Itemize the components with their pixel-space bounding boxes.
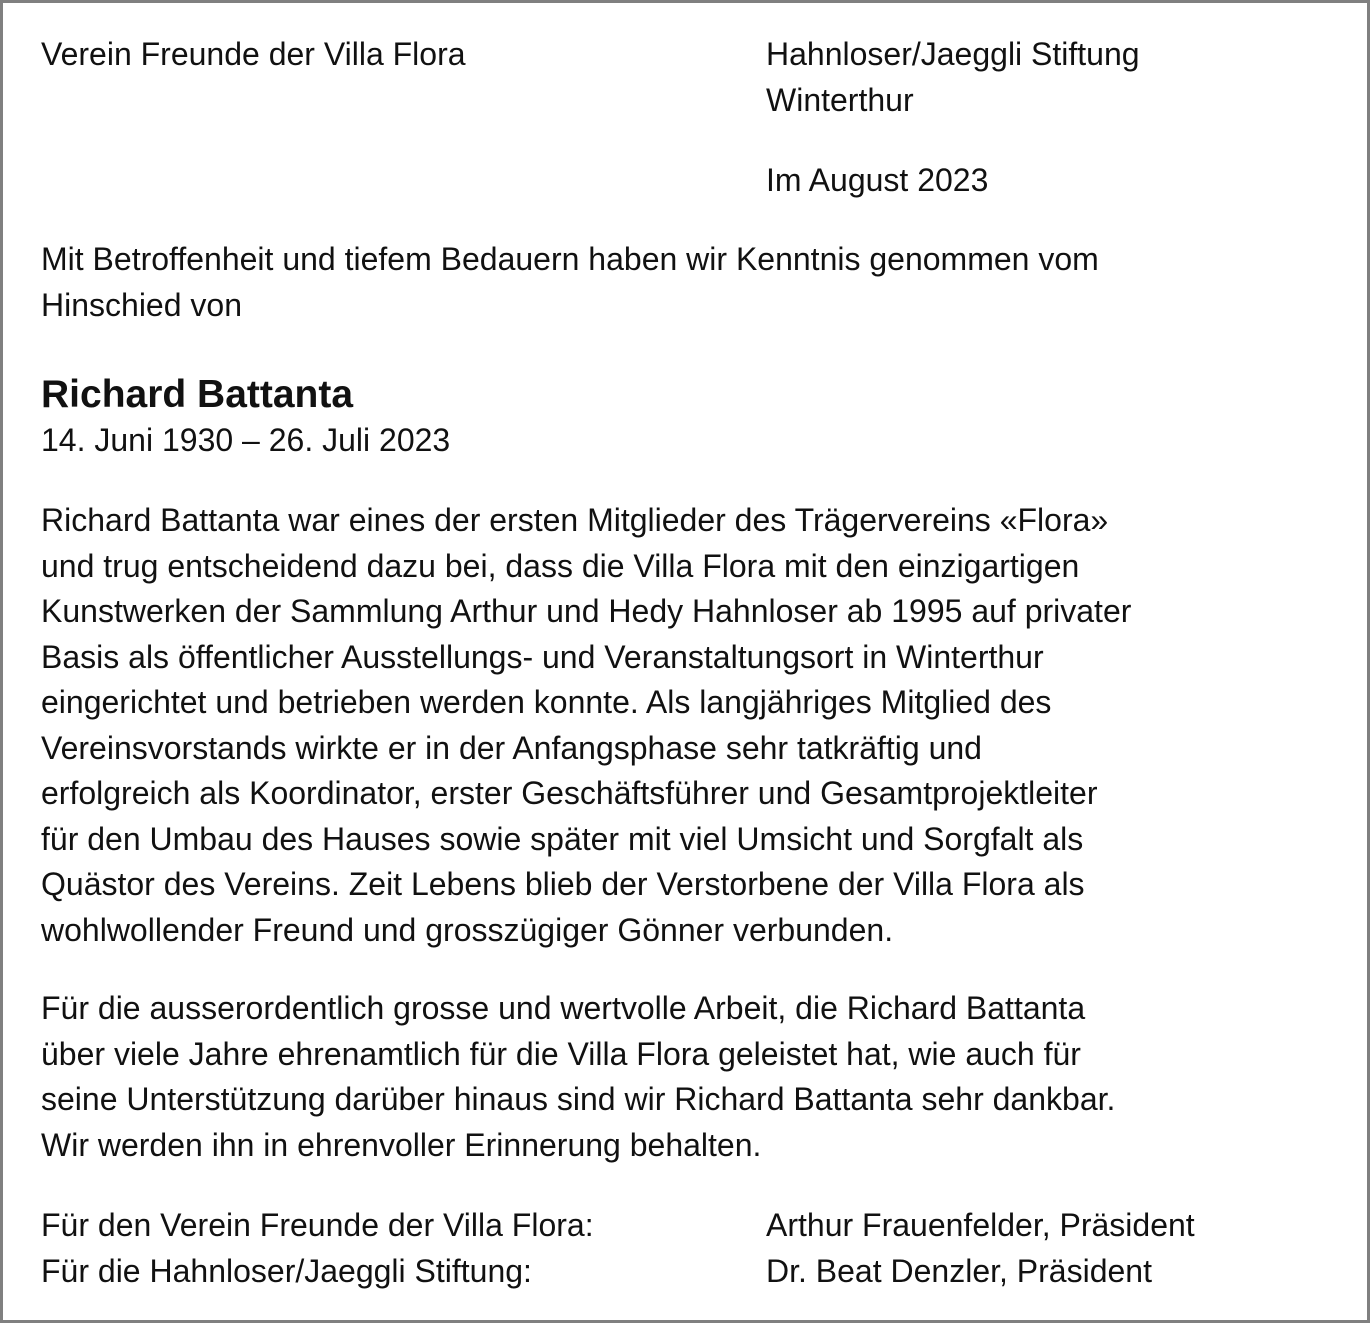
text-line: Vereinsvorstands wirkte er in der Anfangsphase sehr tatkräftig und [41,729,982,766]
text-line: Basis als öffentlicher Ausstellungs- und Veranstaltungsort in Winterthur [41,638,1044,675]
text-line: erfolgreich als Koordinator, erster Geschäftsführer und Gesamtprojektleiter [41,775,1098,811]
signature-orgs [41,1203,594,1294]
text-line: seine Unterstützung darüber hinaus sind wir Richard Battanta sehr dankbar. [41,1081,1116,1117]
deceased-name: Richard Battanta [41,373,354,416]
notice-date: Im August 2023 [766,162,989,198]
text-line: Wir werden ihn in ehrenvoller Erinnerung behalten. [41,1126,762,1163]
signature-org: Für den Verein Freunde der Villa Flora: [41,1207,594,1243]
deceased-dates: 14. Juni 1930 – 26. Juli 2023 [41,422,451,458]
intro-paragraph [41,237,1099,328]
body-paragraph [41,498,1131,953]
signature-person: Dr. Beat Denzler, Präsident [766,1252,1152,1289]
sender-left: Verein Freunde der Villa Flora [41,36,466,72]
signature-persons [766,1203,1195,1294]
text-line: Richard Battanta war eines der ersten Mitglieder des Trägervereins «Flora» [41,502,1109,538]
text-line: über viele Jahre ehrenamtlich für die Villa Flora geleistet hat, wie auch für [41,1035,1081,1072]
signature-org: Für die Hahnloser/Jaeggli Stiftung: [41,1252,532,1289]
text-line: für den Umbau des Hauses sowie später mit viel Umsicht und Sorgfalt als [41,820,1084,857]
text-line: eingerichtet und betrieben werden konnte. Als langjähriges Mitglied des [41,684,1052,720]
text-line: Hinschied von [41,286,242,323]
signature-person: Arthur Frauenfelder, Präsident [766,1207,1195,1243]
text-line: wohlwollender Freund und grosszügiger Gönner verbunden. [41,911,894,948]
text-line: und trug entscheidend dazu bei, dass die Villa Flora mit den einzigartigen [41,547,1080,584]
text-line: Mit Betroffenheit und tiefem Bedauern haben wir Kenntnis genommen vom [41,241,1099,277]
sender-right [766,32,1140,123]
text-line: Kunstwerken der Sammlung Arthur und Hedy Hahnloser ab 1995 auf privater [41,593,1132,629]
text-line: Quästor des Vereins. Zeit Lebens blieb der Verstorbene der Villa Flora als [41,866,1085,902]
sender-right-line: Winterthur [766,81,914,118]
sender-right-line: Hahnloser/Jaeggli Stiftung [766,36,1140,72]
text-line: Für die ausserordentlich grosse und wertvolle Arbeit, die Richard Battanta [41,990,1086,1026]
thanks-paragraph [41,986,1115,1168]
